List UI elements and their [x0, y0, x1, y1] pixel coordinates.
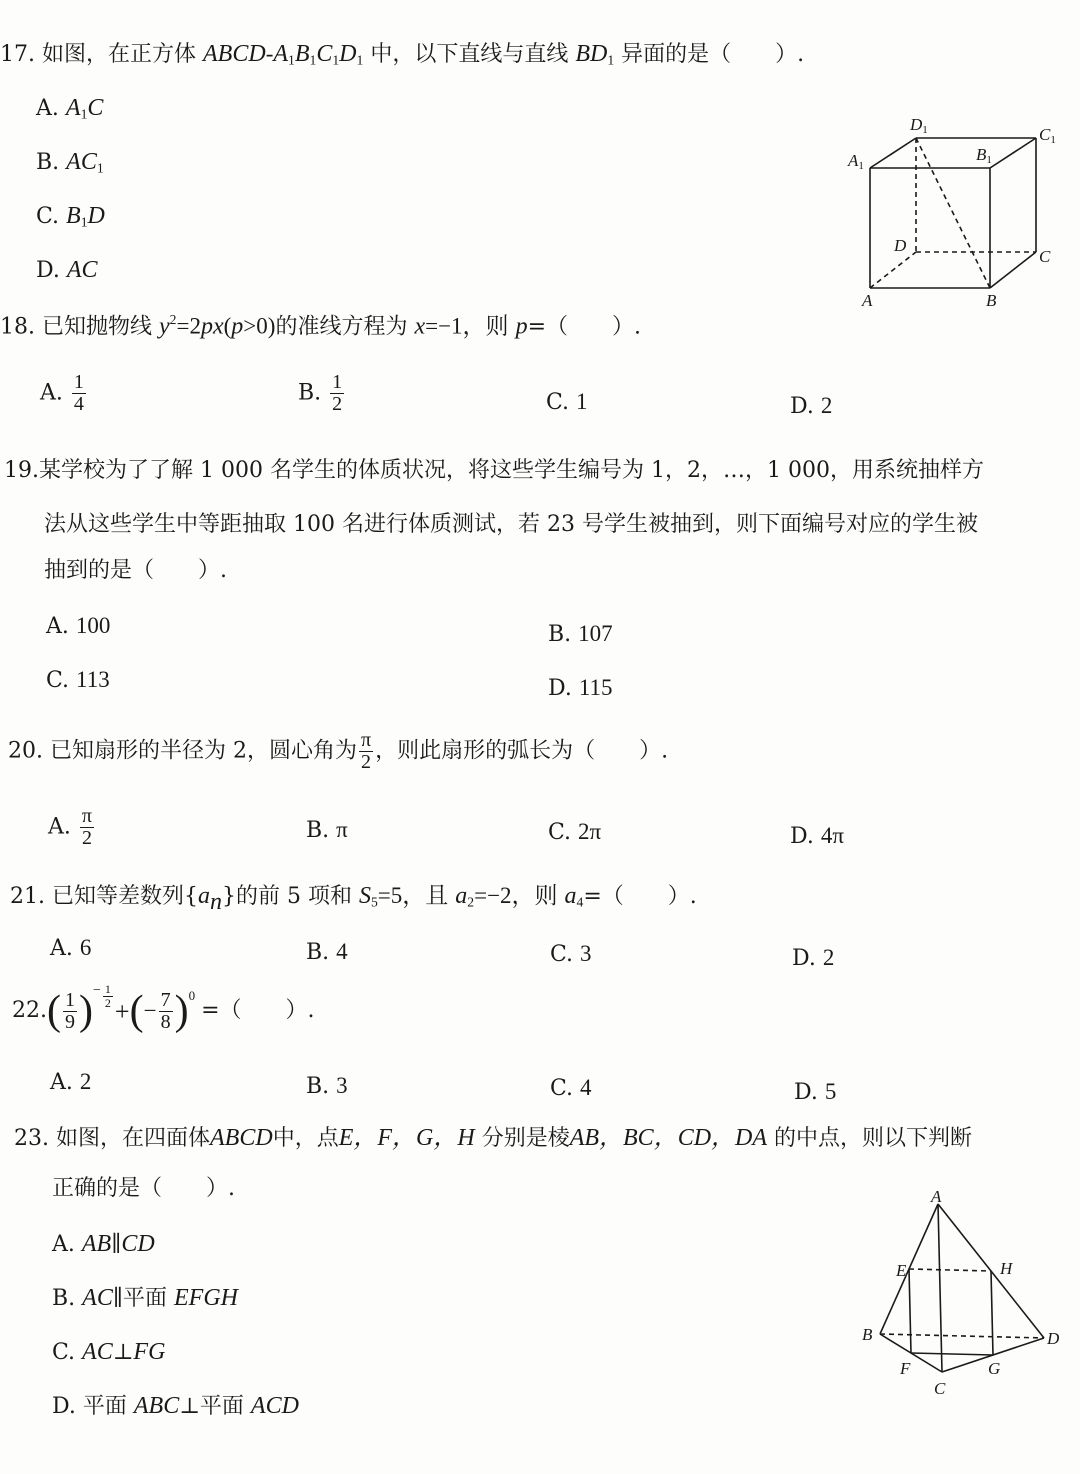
option-18-c: C. 1 — [546, 389, 588, 415]
segment-eh-hidden — [909, 1269, 991, 1271]
cube-edge — [870, 138, 916, 168]
option-18-d: D. 2 — [790, 393, 833, 419]
fraction: $\frac{1}{4}$ — [73, 371, 84, 415]
question-23-stem: 23. 如图，在四面体ABCD中，点E，F，G，H 分别是棱AB，BC，CD，DA 的中点，则以下判断 — [14, 1125, 973, 1151]
label-c: C — [934, 1379, 946, 1398]
cube-figure — [840, 112, 1070, 317]
segment-fg — [911, 1353, 993, 1355]
label-a: A — [862, 291, 873, 310]
option-18-a: A. $\frac{1}{4}$ — [40, 371, 84, 415]
label-d: D — [894, 236, 907, 255]
option-21-d: D. 2 — [792, 945, 835, 971]
label-b1: B1 — [976, 145, 992, 166]
option-18-b: B. $\frac{1}{2}$ — [298, 371, 343, 415]
label-f: F — [900, 1359, 911, 1378]
fraction: $\frac{\pi}{2}$ — [81, 805, 92, 849]
tetrahedron-figure — [856, 1188, 1070, 1402]
label-h: H — [1000, 1259, 1013, 1278]
option-21-b: B. 4 — [306, 939, 348, 965]
option-20-d: D. 4π — [790, 823, 844, 849]
option-23-a: A. AB∥CD — [52, 1231, 155, 1257]
cube-edge — [990, 252, 1036, 288]
label-a1: A1 — [848, 151, 864, 172]
option-22-b: B. 3 — [306, 1073, 348, 1099]
option-17-c: C. $B_1D$ — [36, 203, 105, 230]
exponent: − $\frac{1}{2}$ — [93, 982, 111, 1010]
edge-bd-hidden — [880, 1334, 1044, 1338]
segment-ef — [909, 1269, 911, 1353]
fraction: $\frac{1}{9}$ — [65, 988, 75, 1033]
option-21-a: A. 6 — [50, 935, 92, 961]
question-20-stem: 20. 已知扇形的半径为 2，圆心角为 $\frac{\pi}{2}$ ，则此扇形的弧长为（ ）. — [8, 729, 669, 773]
question-22-stem: 22. ( $\frac{1}{9}$ ) − $\frac{1}{2}$ + ( − $\frac{7}{8}$ ) 0 =（ ）. — [12, 982, 315, 1034]
option-17-d: D. AC — [36, 257, 98, 283]
edge-ac — [938, 1204, 942, 1372]
label-e: E — [896, 1261, 907, 1280]
option-17-b: B. $AC_1$ — [36, 149, 104, 176]
question-19-line3: 抽到的是（ ）. — [44, 558, 227, 583]
option-23-b: B. AC∥平面 EFGH — [52, 1285, 238, 1311]
option-19-d: D. 115 — [548, 675, 613, 701]
question-18-stem: 18. 已知抛物线 $y^2=2px(p>0)$的准线方程为 x=−1，则 p=（ ）. — [0, 312, 641, 340]
segment-hg — [991, 1271, 993, 1355]
label-g: G — [988, 1359, 1001, 1378]
label-c1: C1 — [1039, 125, 1056, 146]
option-21-c: C. 3 — [550, 941, 592, 967]
label-a: A — [931, 1188, 942, 1206]
label-c: C — [1039, 247, 1051, 266]
question-19-line2: 法从这些学生中等距抽取 100 名进行体质测试，若 23 号学生被抽到，则下面编号对应的学生被 — [44, 512, 978, 537]
question-19-stem: 19.某学校为了了解 1 000 名学生的体质状况，将这些学生编号为 1，2，…，1 000，用系统抽样方 — [4, 458, 984, 483]
fraction: $\frac{1}{2}$ — [332, 371, 343, 415]
option-17-a: A. $A_1C$ — [36, 95, 104, 122]
question-23-line2: 正确的是（ ）. — [52, 1176, 235, 1201]
question-21-stem: 21. 已知等差数列$\{a_n\}$的前 5 项和 $S_5=5$，且 $a_2=-2$，则 $a_4=$（ ）. — [10, 883, 697, 915]
option-19-c: C. 113 — [46, 667, 110, 693]
option-22-c: C. 4 — [550, 1075, 592, 1101]
option-23-c: C. AC⊥FG — [52, 1339, 166, 1365]
label-b: B — [862, 1325, 873, 1344]
question-number: 17. — [0, 42, 35, 67]
option-19-a: A. 100 — [46, 613, 111, 639]
option-20-c: C. 2π — [548, 819, 602, 845]
cube-hidden-edge — [870, 252, 916, 288]
label-d: D — [1047, 1329, 1060, 1348]
option-20-a: A. $\frac{\pi}{2}$ — [48, 805, 92, 849]
option-19-b: B. 107 — [548, 621, 613, 647]
fraction: $\frac{\pi}{2}$ — [361, 729, 372, 773]
option-22-d: D. 5 — [794, 1079, 837, 1105]
option-20-b: B. π — [306, 817, 348, 843]
option-22-a: A. 2 — [50, 1069, 92, 1095]
cube-edge — [990, 138, 1036, 168]
question-17-stem: 17. 如图，在正方体 ABCD-$A_1B_1C_1D_1$ 中，以下直线与直线 $BD_1$ 异面的是（ ）. — [0, 41, 805, 68]
option-23-d: D. 平面 ABC⊥平面 ACD — [52, 1393, 299, 1419]
fraction: $\frac{7}{8}$ — [160, 988, 171, 1033]
label-b: B — [986, 291, 997, 310]
label-d1: D1 — [910, 115, 928, 136]
